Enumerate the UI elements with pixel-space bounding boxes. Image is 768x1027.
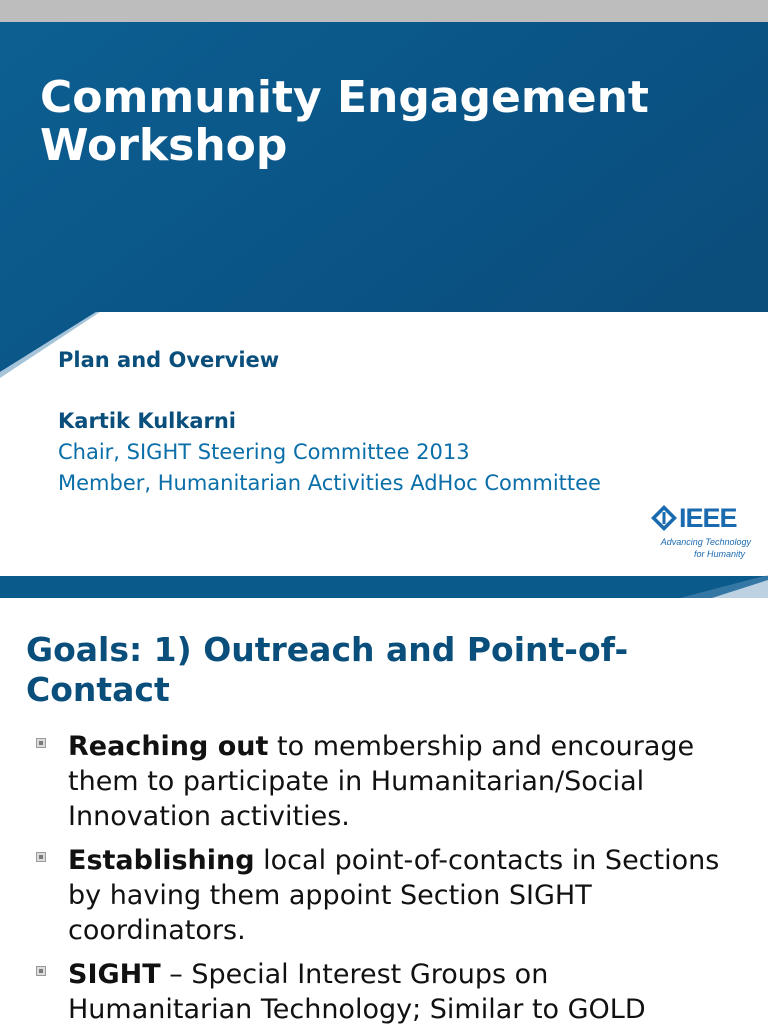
slide-title <box>40 74 649 170</box>
bullet-bold: Establishing <box>68 845 255 876</box>
goals-slide <box>0 598 768 1024</box>
presenter-role-2: Member, Humanitarian Activities AdHoc Committee <box>58 471 601 495</box>
bullet-text <box>68 843 738 948</box>
bullet-text <box>68 729 738 834</box>
square-bullet-icon <box>36 966 46 976</box>
square-bullet-icon <box>36 738 46 748</box>
logo-tagline-1: Advancing Technology <box>660 537 751 547</box>
logo-wordmark: IEEE <box>679 503 737 533</box>
square-bullet-icon <box>36 852 46 862</box>
goals-title: Goals: 1) Outreach and Point-of-Contact <box>26 630 629 709</box>
title-line-1: Community Engagement <box>40 72 649 123</box>
title-line-2: Workshop <box>40 120 288 171</box>
presenter-name: Kartik Kulkarni <box>58 409 237 433</box>
ieee-logo <box>651 503 751 561</box>
bullet-rest: local point-of-contacts in Sections by having them appoint Section SIGHT coordinators. <box>68 845 720 946</box>
bullet-rest: to membership and encourage them to participate in Humanitarian/Social Innovation activities. <box>68 731 695 832</box>
presenter-role-1: Chair, SIGHT Steering Committee 2013 <box>58 440 470 464</box>
slide-subtitle: Plan and Overview <box>58 348 280 372</box>
bullet-bold: SIGHT <box>68 959 161 990</box>
bullet-bold: Reaching out <box>68 731 269 762</box>
ieee-diamond-icon <box>651 505 677 531</box>
bullet-text <box>68 957 738 1027</box>
logo-tagline-2: for Humanity <box>693 549 745 559</box>
bullet-rest: – Special Interest Groups on Humanitarian Technology; Similar to GOLD <box>68 959 646 1025</box>
